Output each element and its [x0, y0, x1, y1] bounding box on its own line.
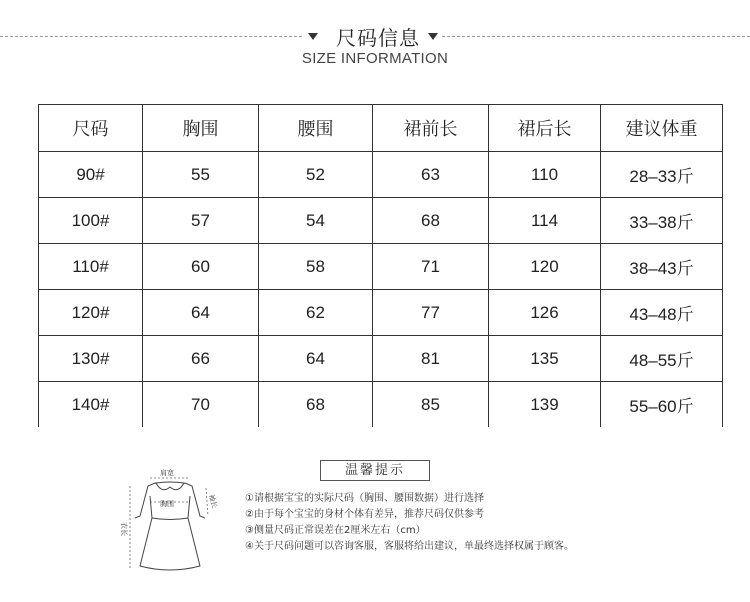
table-cell: 64: [259, 336, 373, 382]
column-header: 腰围: [259, 105, 373, 152]
table-cell: 55–60斤: [601, 382, 723, 428]
table-cell: 54: [259, 198, 373, 244]
table-header-row: [39, 105, 723, 152]
column-header: 裙前长: [373, 105, 489, 152]
table-cell: 64: [143, 290, 259, 336]
shoulder-label: 肩宽: [160, 469, 174, 477]
table-cell: 43–48斤: [601, 290, 723, 336]
header-divider-right: [442, 36, 750, 37]
dress-measurement-diagram: [110, 466, 230, 582]
table-cell: 70: [143, 382, 259, 428]
table-cell: 55: [143, 152, 259, 198]
table-cell: 126: [489, 290, 601, 336]
table-cell: 100#: [39, 198, 143, 244]
column-header: 胸围: [143, 105, 259, 152]
table-cell: 57: [143, 198, 259, 244]
tips-list: [245, 491, 574, 555]
table-cell: 63: [373, 152, 489, 198]
triangle-down-icon: [308, 33, 318, 40]
table-cell: 71: [373, 244, 489, 290]
table-cell: 81: [373, 336, 489, 382]
tip-item: ④关于尺码问题可以咨询客服，客服将给出建议，单最终选择权属于顾客。: [245, 541, 574, 552]
table-cell: 139: [489, 382, 601, 428]
tip-item: ①请根据宝宝的实际尺码（胸围、腰围数据）进行选择: [245, 493, 484, 504]
table-cell: 120: [489, 244, 601, 290]
table-cell: 140#: [39, 382, 143, 428]
table-cell: 85: [373, 382, 489, 428]
chest-label: 胸围: [160, 500, 174, 508]
table-cell: 90#: [39, 152, 143, 198]
table-row: [39, 336, 723, 382]
table-cell: 60: [143, 244, 259, 290]
page-title: 尺码信息: [336, 26, 420, 50]
size-table: [38, 104, 723, 427]
column-header: 尺码: [39, 105, 143, 152]
table-cell: 110#: [39, 244, 143, 290]
table-cell: 130#: [39, 336, 143, 382]
sleeve-label: 袖长: [207, 493, 219, 510]
tip-item: ③侧量尺码正常误差在2厘米左右（cm）: [245, 525, 426, 536]
table-cell: 48–55斤: [601, 336, 723, 382]
header-divider-left: [0, 36, 302, 37]
page-subtitle: SIZE INFORMATION: [301, 50, 449, 67]
table-row: [39, 198, 723, 244]
table-cell: 114: [489, 198, 601, 244]
table-row: [39, 244, 723, 290]
table-cell: 68: [259, 382, 373, 428]
table-cell: 33–38斤: [601, 198, 723, 244]
table-cell: 110: [489, 152, 601, 198]
tip-item: ②由于每个宝宝的身材个体有差异，推荐尺码仅供参考: [245, 509, 484, 520]
table-cell: 66: [143, 336, 259, 382]
length-label: 衣长: [120, 522, 128, 536]
table-row: [39, 382, 723, 428]
table-row: [39, 290, 723, 336]
table-cell: 58: [259, 244, 373, 290]
triangle-down-icon: [428, 33, 438, 40]
table-cell: 62: [259, 290, 373, 336]
table-row: [39, 152, 723, 198]
tips-title: 温馨提示: [320, 460, 430, 481]
table-cell: 28–33斤: [601, 152, 723, 198]
table-cell: 77: [373, 290, 489, 336]
column-header: 裙后长: [489, 105, 601, 152]
column-header: 建议体重: [601, 105, 723, 152]
table-cell: 135: [489, 336, 601, 382]
table-cell: 38–43斤: [601, 244, 723, 290]
table-cell: 68: [373, 198, 489, 244]
table-cell: 52: [259, 152, 373, 198]
table-cell: 120#: [39, 290, 143, 336]
